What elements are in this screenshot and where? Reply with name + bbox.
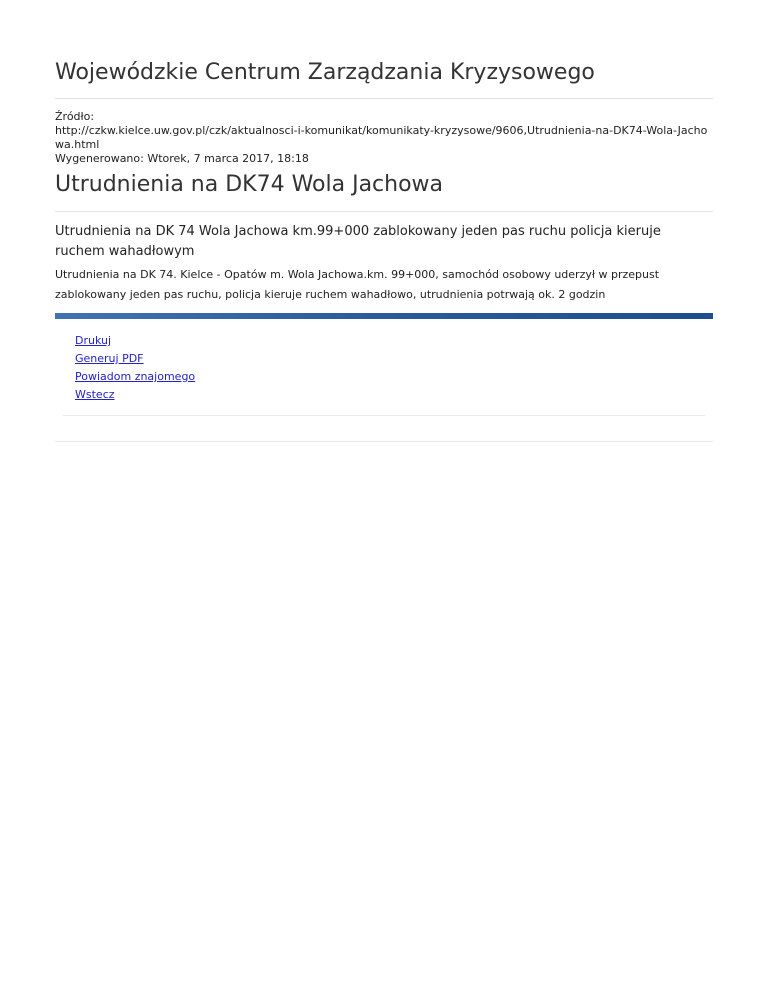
article-body: Utrudnienia na DK 74. Kielce - Opatów m. Wola Jachowa.km. 99+000, samochód osobowy uderzył w przepust zablokowany jeden pas ruchu, policja kieruje ruchem wahadłowo, utrudnienia potrwają ok. 2 godzin xyxy=(55,268,660,301)
actions-divider xyxy=(63,415,705,416)
article-title: Utrudnienia na DK74 Wola Jachowa xyxy=(55,172,444,197)
generated-date: Wygenerowano: Wtorek, 7 marca 2017, 18:18 xyxy=(55,152,309,165)
header-divider xyxy=(55,98,713,99)
accent-bar xyxy=(55,313,713,319)
article-actions xyxy=(75,332,195,404)
action-item xyxy=(75,368,195,386)
footer-divider xyxy=(55,441,713,442)
back-link[interactable]: Wstecz xyxy=(75,388,115,401)
source-info xyxy=(55,110,713,166)
print-link[interactable]: Drukuj xyxy=(75,334,112,347)
site-title: Wojewódzkie Centrum Zarządzania Kryzysowego xyxy=(55,60,595,85)
source-url: http://czkw.kielce.uw.gov.pl/czk/aktualnosci-i-komunikat/komunikaty-kryzysowe/9606,Utrudnienia-na-DK74-Wola-Jachowa.html xyxy=(55,124,708,151)
article-lead: Utrudnienia na DK 74 Wola Jachowa km.99+000 zablokowany jeden pas ruchu policja kieruje ruchem wahadłowym xyxy=(55,224,661,259)
generate-pdf-link[interactable]: Generuj PDF xyxy=(75,352,144,365)
action-item xyxy=(75,386,195,404)
action-item xyxy=(75,332,195,350)
title-divider xyxy=(55,211,713,212)
notify-friend-link[interactable]: Powiadom znajomego xyxy=(75,370,196,383)
action-item xyxy=(75,350,195,368)
source-label: Źródło: xyxy=(55,110,95,123)
